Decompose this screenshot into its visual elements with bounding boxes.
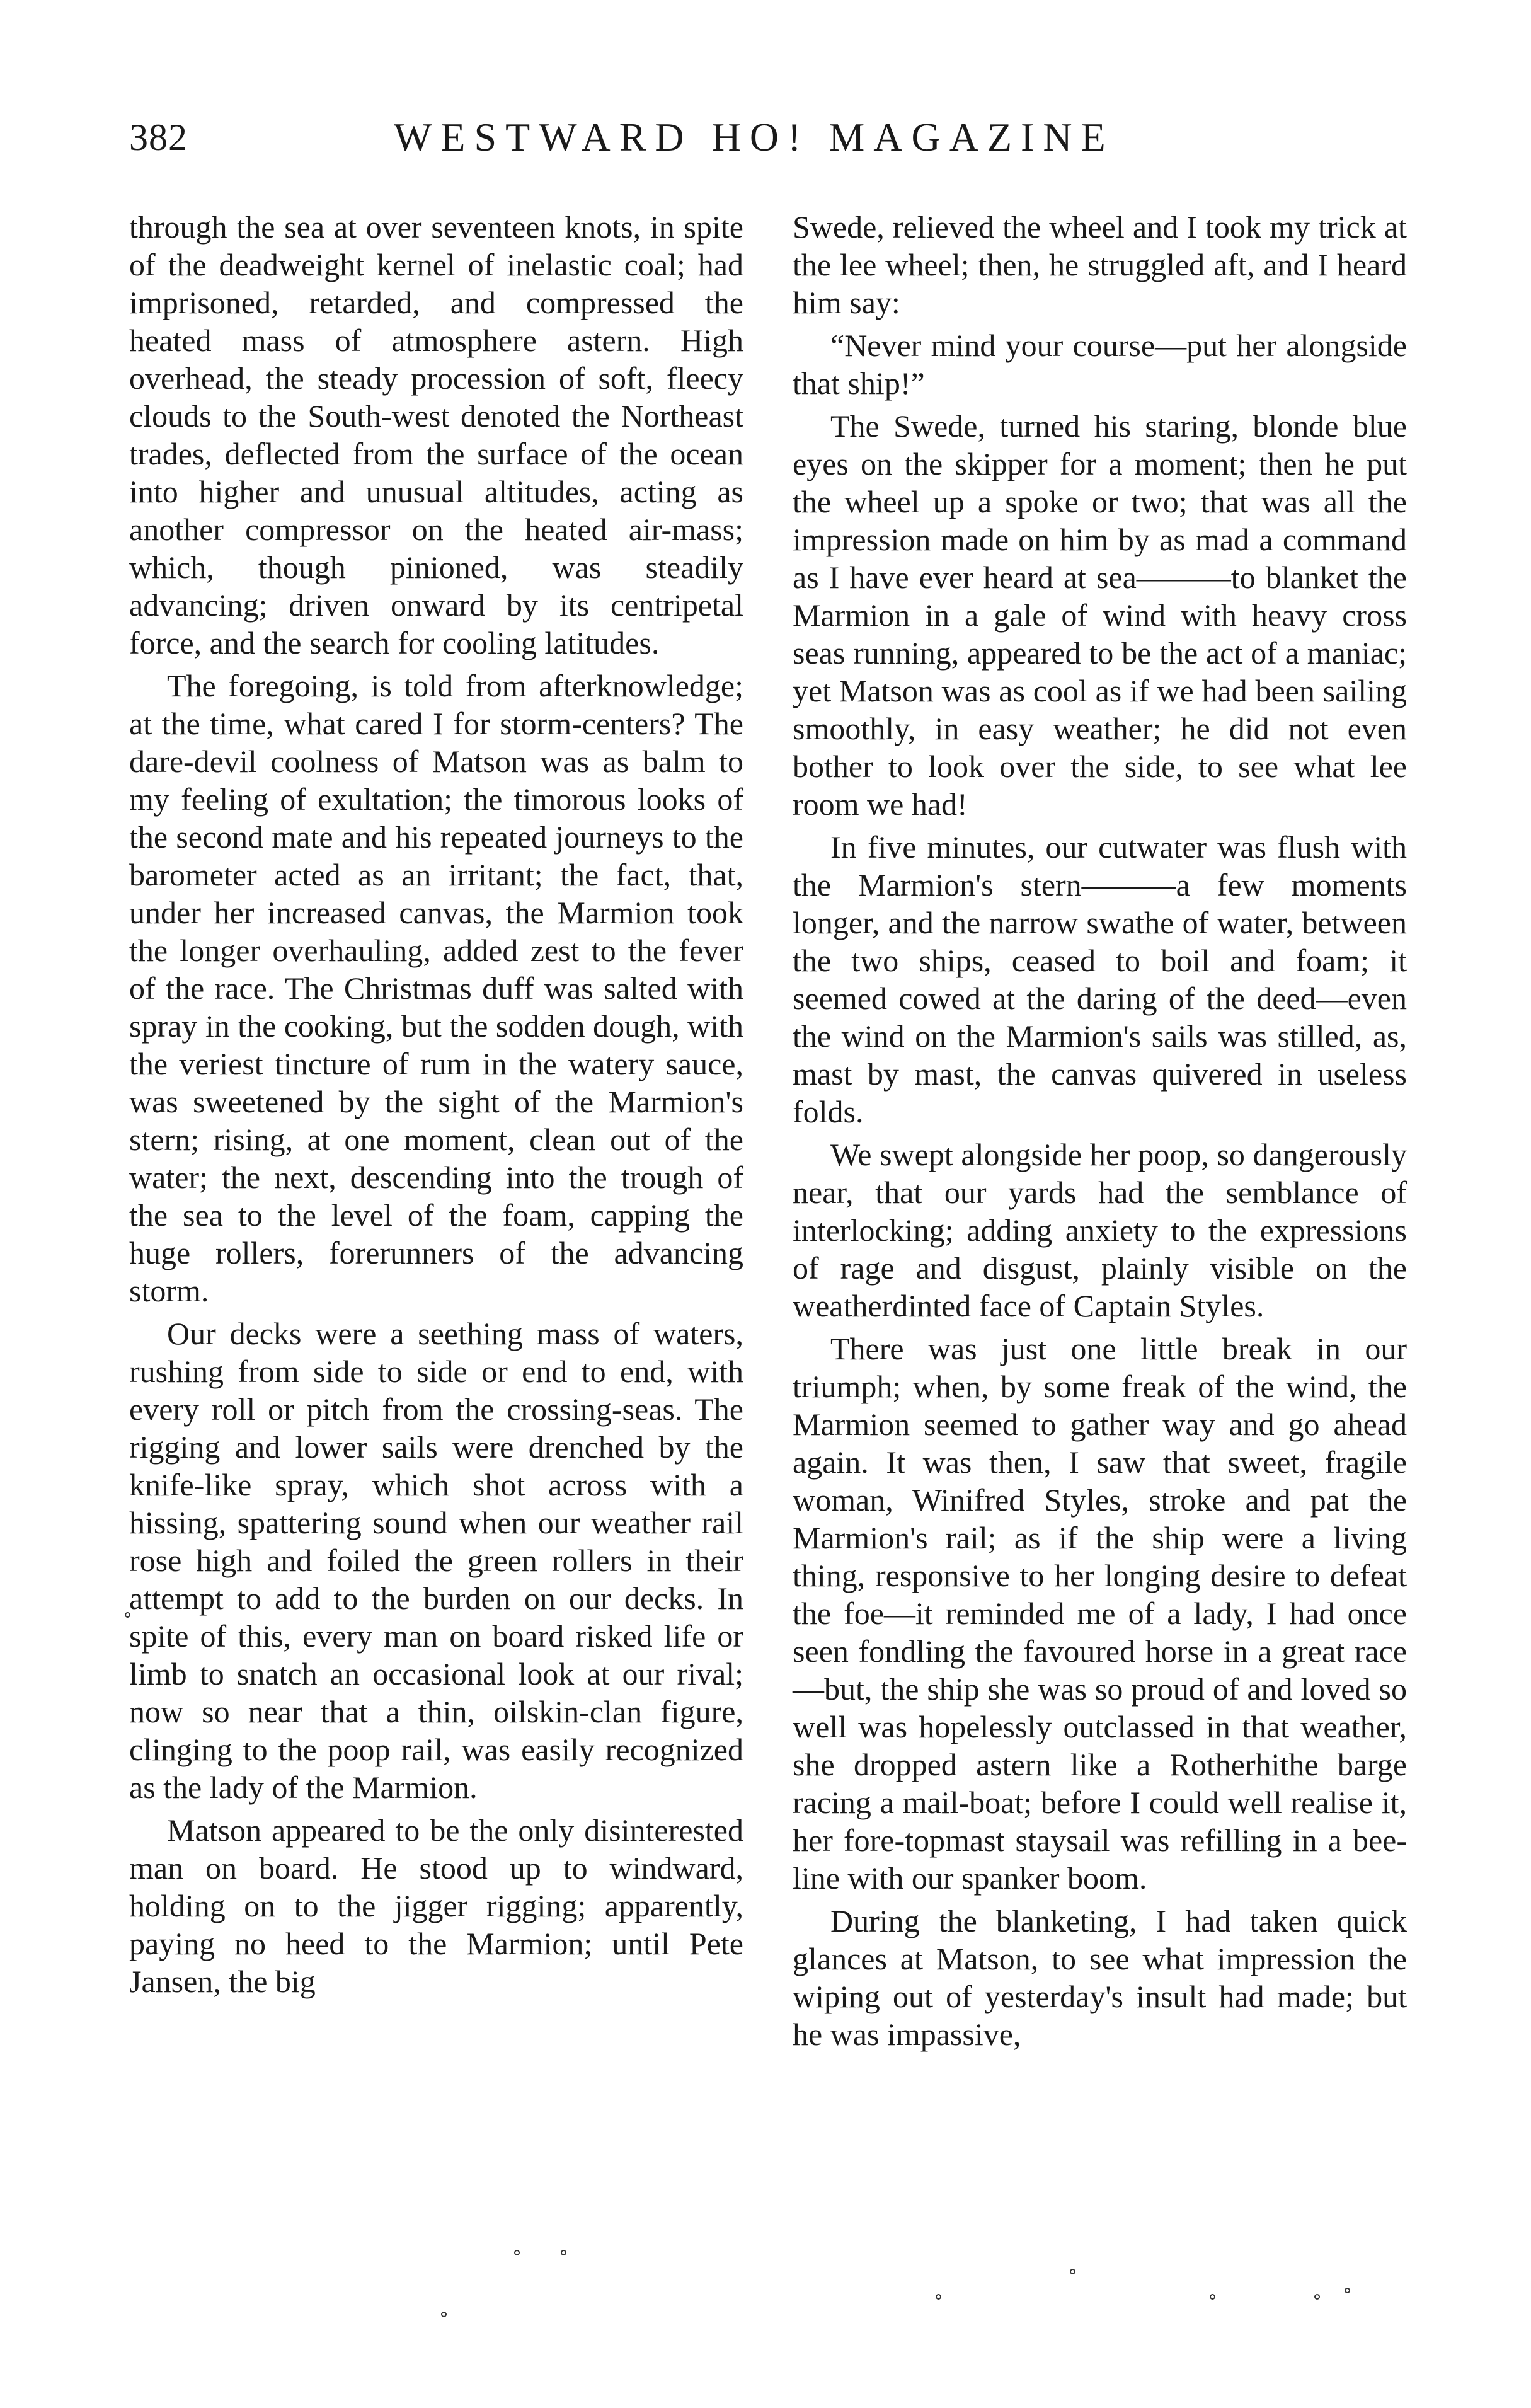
paragraph: The Swede, turned his staring, blonde blue eyes on the skipper for a moment; then he put the wheel up a spoke or two; that was all the impression made on him by as mad a command as I have ever heard at sea———to blanket the Marmion in a gale of wind with heavy cross seas running, appeared to be the act of a maniac; yet Matson was as cool as if we had been sailing smoothly, in easy weather; he did not even bother to look over the side, to see what lee room we had! [793, 408, 1407, 822]
paragraph: Swede, relieved the wheel and I took my trick at the lee wheel; then, he struggled aft, and I heard him say: [793, 209, 1407, 320]
ornament-dot [125, 1612, 130, 1618]
ornament-dot [441, 2312, 447, 2317]
ornament-dot [1345, 2288, 1350, 2293]
paragraph: We swept alongside her poop, so dangerously near, that our yards had the semblance of interlocking; adding anxiety to the expressions of rage and disgust, plainly visible on the weatherdinted face of Captain Styles. [793, 1137, 1407, 1323]
running-head [129, 112, 1150, 163]
page-number: 382 [129, 117, 188, 158]
ornament-dot [1210, 2294, 1215, 2300]
ornament-dot [1314, 2294, 1320, 2300]
paragraph: “Never mind your course—put her alongside that ship!” [793, 328, 1407, 401]
ornament-dot [936, 2294, 941, 2300]
left-column [129, 208, 743, 2000]
paragraph: The foregoing, is told from afterknowledge; at the time, what cared I for storm-centers? The dare-devil coolness of Matson was as balm to my feeling of exultation; the timorous looks of the second mate and his repeated journeys to the barometer acted as an irritant; the fact, that, under her increased canvas, the Marmion took the longer overhauling, added zest to the fever of the race. The Christmas duff was salted with spray in the cooking, but the sodden dough, with the veriest tincture of rum in the watery sauce, was sweetened by the sight of the Marmion's stern; rising, at one moment, clean out of the water; the next, descending into the trough of the sea to the level of the foam, capping the huge rollers, forerunners of the advancing storm. [129, 668, 743, 1308]
right-column [793, 208, 1407, 2053]
paragraph: In five minutes, our cutwater was flush with the Marmion's stern———a few moments longer, and the narrow swathe of water, between the two ships, ceased to boil and foam; it seemed cowed at the daring of the deed—even the wind on the Marmion's sails was stilled, as, mast by mast, the canvas quivered in useless folds. [793, 829, 1407, 1129]
paragraph: During the blanketing, I had taken quick glances at Matson, to see what impression the wiping out of yesterday's insult had made; but he was impassive, [793, 1903, 1407, 2052]
ornament-dot [561, 2250, 566, 2255]
paragraph: Our decks were a seething mass of waters, rushing from side to side or end to end, with every roll or pitch from the crossing-seas. The rigging and lower sails were drenched by the knife-like spray, which shot across with a hissing, spattering sound when our weather rail rose high and foiled the green rollers in their attempt to add to the burden on our decks. In spite of this, every man on board risked life or limb to snatch an occasional look at our rival; now so near that a thin, oilskin-clan figure, clinging to the poop rail, was easily recognized as the lady of the Marmion. [129, 1316, 743, 1805]
paragraph: There was just one little break in our triumph; when, by some freak of the wind, the Marmion seemed to gather way and go ahead again. It was then, I saw that sweet, fragile woman, Winifred Styles, stroke and pat the Marmion's rail; as if the ship were a living thing, responsive to her longing desire to defeat the foe—it reminded me of a lady, I had once seen fondling the favoured horse in a great race—but, the ship she was so proud of and loved so well was hopelessly outclassed in that weather, she dropped astern like a Rotherhithe barge racing a mail-boat; before I could well realise it, her fore-topmast staysail was refilling in a bee-line with our spanker boom. [793, 1331, 1407, 1896]
ornament-dot [1070, 2269, 1075, 2274]
paragraph: through the sea at over seventeen knots, in spite of the deadweight kernel of inelastic coal; had imprisoned, retarded, and compressed the heated mass of atmosphere astern. High overhead, the steady procession of soft, fleecy clouds to the South-west denoted the Northeast trades, deflected from the surface of the ocean into higher and unusual altitudes, acting as another compressor on the heated air-mass; which, though pinioned, was steadily advancing; driven onward by its centripetal force, and the search for cooling latitudes. [129, 209, 743, 660]
paragraph: Matson appeared to be the only disinterested man on board. He stood up to windward, holding on to the jigger rigging; apparently, paying no heed to the Marmion; until Pete Jansen, the big [129, 1812, 743, 1999]
journal-title: WESTWARD HO! MAGAZINE [394, 115, 1115, 159]
ornament-dot [514, 2250, 520, 2255]
